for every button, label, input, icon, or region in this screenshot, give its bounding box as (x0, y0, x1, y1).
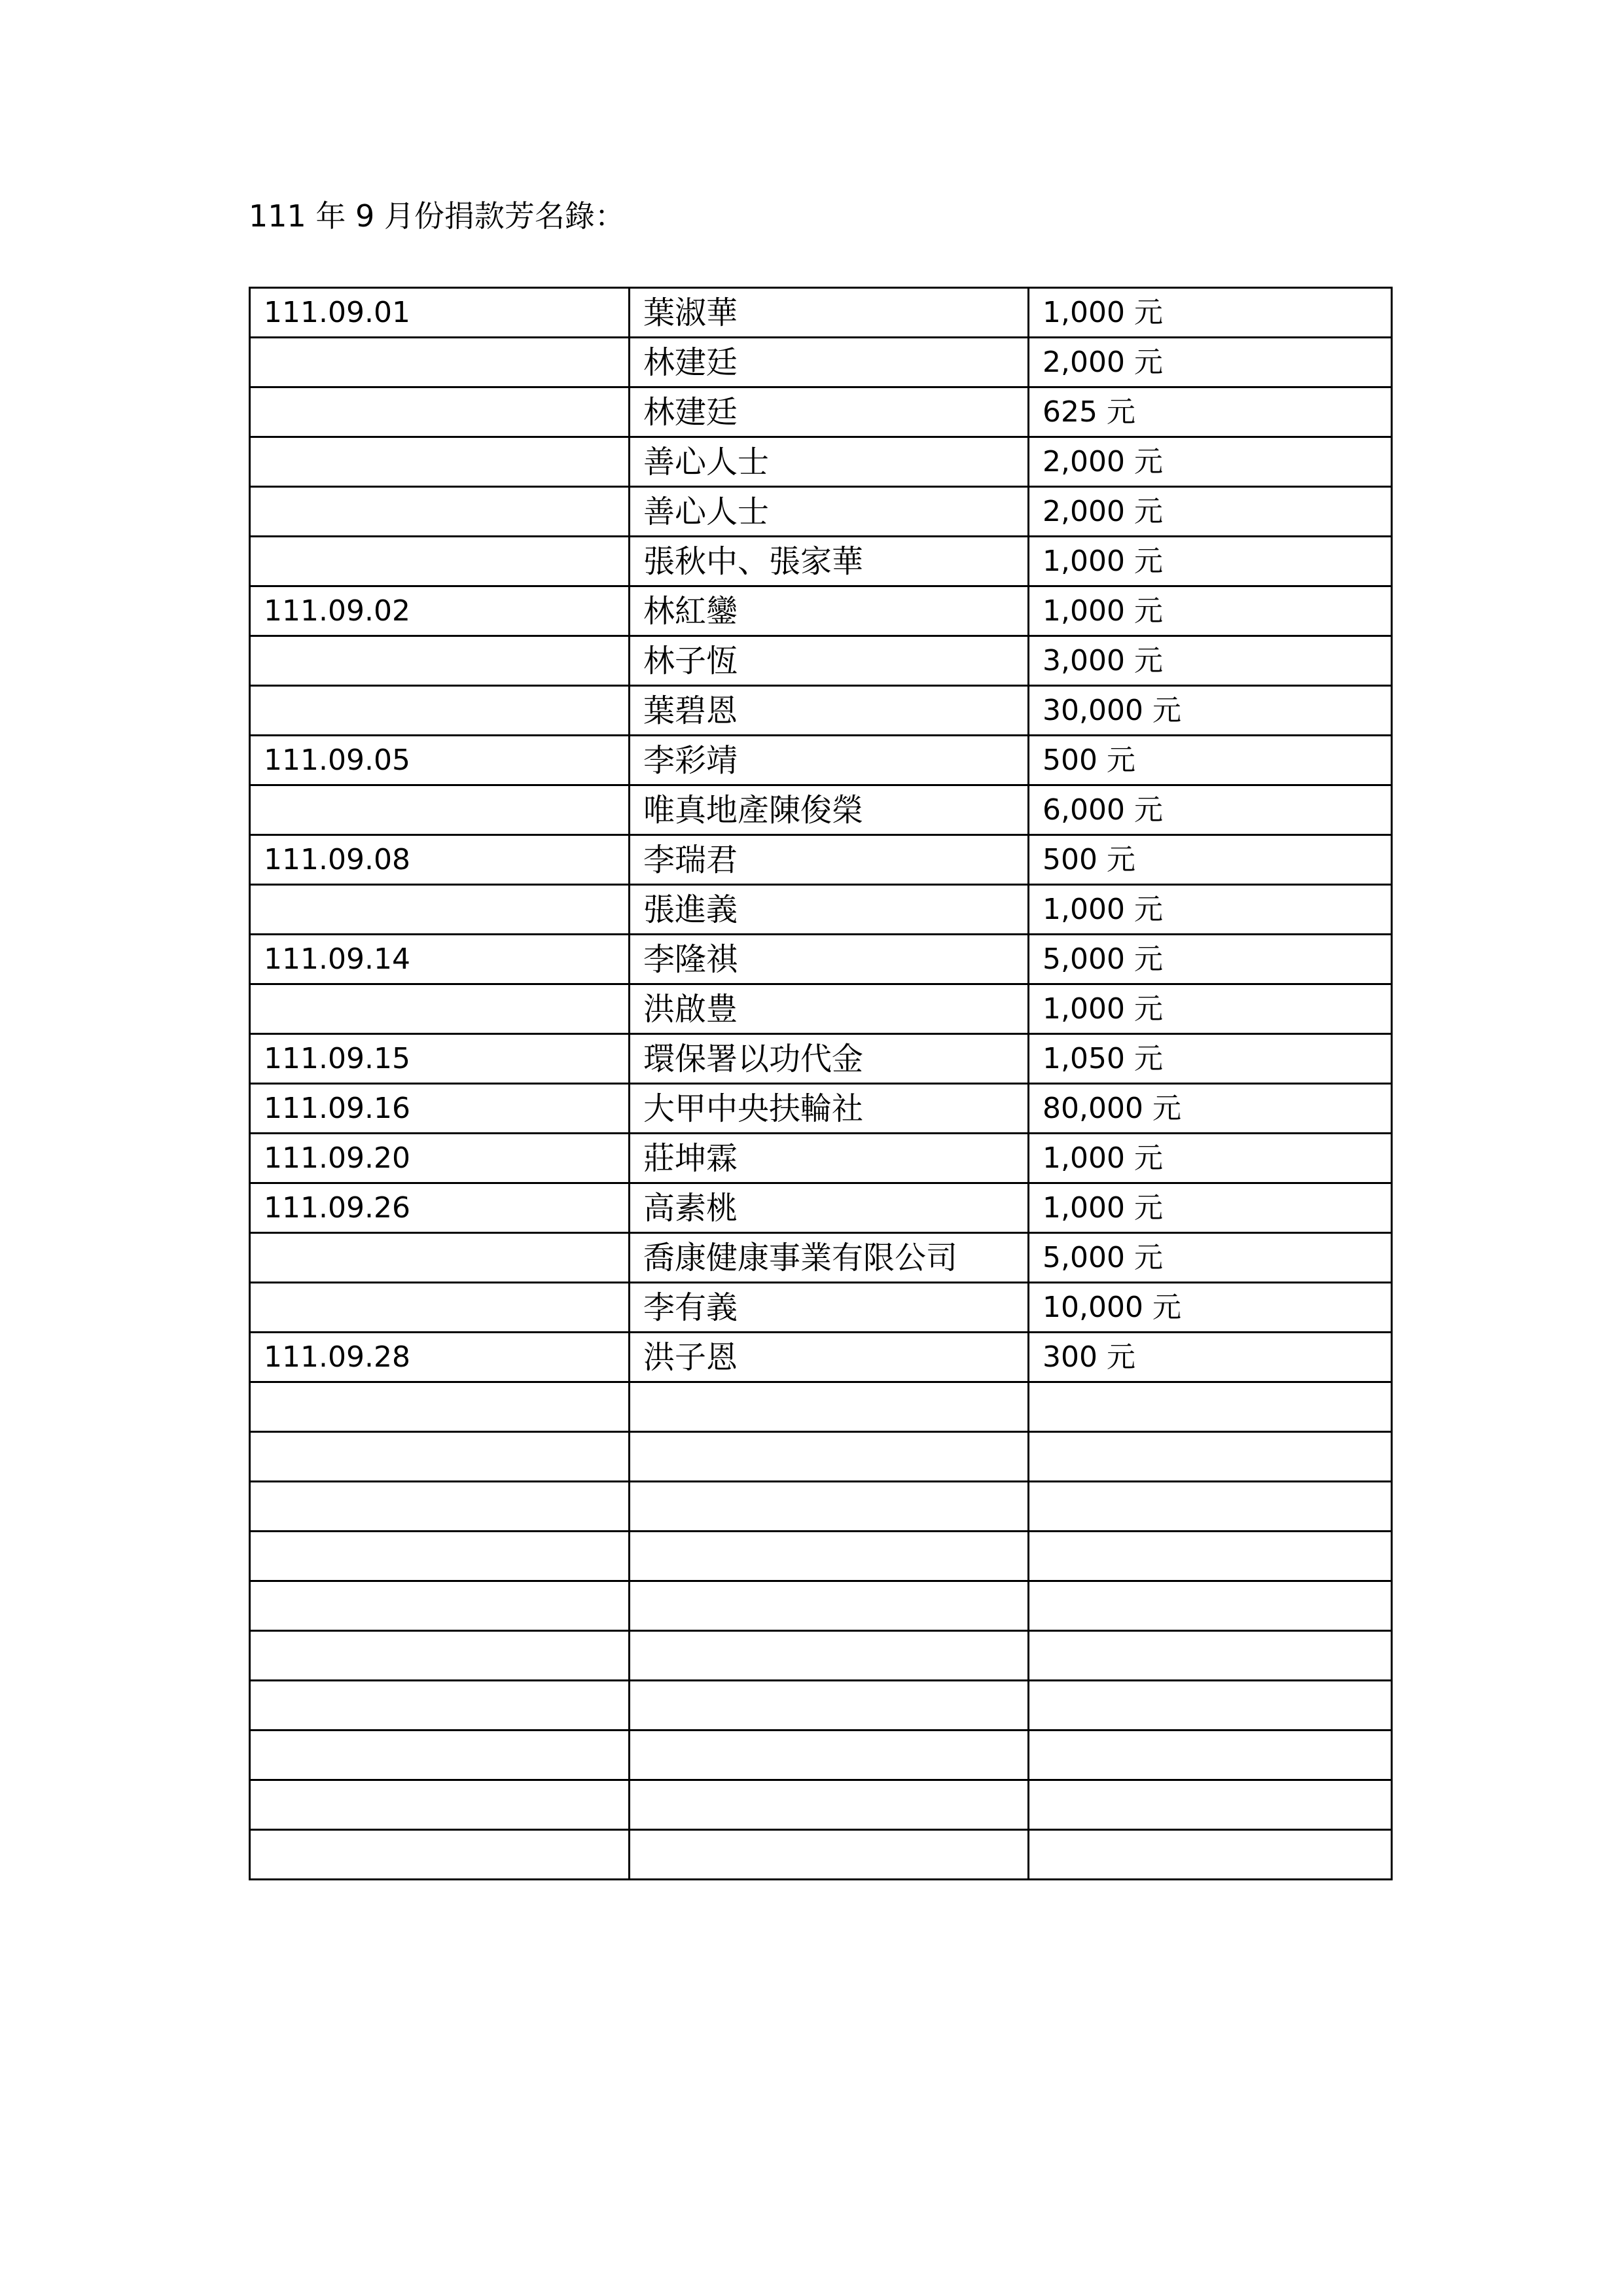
table-row (250, 686, 1392, 736)
donor-name-cell (630, 1830, 1029, 1880)
donor-name-cell: 環保署以功代金 (630, 1034, 1029, 1084)
table-row (250, 1581, 1392, 1631)
table-row (250, 1681, 1392, 1731)
table-row (250, 1731, 1392, 1780)
amount-cell: 2,000 元 (1029, 437, 1392, 487)
amount-cell (1029, 1681, 1392, 1731)
donor-name-cell (630, 1681, 1029, 1731)
amount-cell (1029, 1780, 1392, 1830)
amount-cell: 10,000 元 (1029, 1283, 1392, 1333)
table-row (250, 387, 1392, 437)
donation-table-body (250, 288, 1392, 1880)
table-row (250, 835, 1392, 885)
date-cell: 111.09.28 (250, 1333, 630, 1382)
date-cell: 111.09.14 (250, 935, 630, 984)
amount-cell: 2,000 元 (1029, 338, 1392, 387)
amount-cell: 80,000 元 (1029, 1084, 1392, 1134)
date-cell: 111.09.02 (250, 586, 630, 636)
table-row (250, 736, 1392, 785)
table-row (250, 338, 1392, 387)
donor-name-cell (630, 1780, 1029, 1830)
amount-cell (1029, 1631, 1392, 1681)
donor-name-cell (630, 1631, 1029, 1681)
donor-name-cell: 張秋中、張家華 (630, 537, 1029, 586)
date-cell (250, 1382, 630, 1432)
date-cell: 111.09.08 (250, 835, 630, 885)
date-cell: 111.09.05 (250, 736, 630, 785)
amount-cell: 3,000 元 (1029, 636, 1392, 686)
amount-cell: 1,000 元 (1029, 537, 1392, 586)
donor-name-cell: 高素桃 (630, 1183, 1029, 1233)
donor-name-cell: 李隆祺 (630, 935, 1029, 984)
date-cell (250, 1532, 630, 1581)
donor-name-cell: 洪子恩 (630, 1333, 1029, 1382)
amount-cell: 30,000 元 (1029, 686, 1392, 736)
donor-name-cell (630, 1532, 1029, 1581)
table-row (250, 288, 1392, 338)
amount-cell: 1,000 元 (1029, 288, 1392, 338)
amount-cell: 1,050 元 (1029, 1034, 1392, 1084)
amount-cell (1029, 1432, 1392, 1482)
donation-table (249, 287, 1393, 1880)
date-cell: 111.09.01 (250, 288, 630, 338)
table-row (250, 537, 1392, 586)
donor-name-cell (630, 1482, 1029, 1532)
date-cell (250, 885, 630, 935)
table-row (250, 1382, 1392, 1432)
date-cell: 111.09.15 (250, 1034, 630, 1084)
table-row (250, 1283, 1392, 1333)
date-cell (250, 1581, 630, 1631)
donor-name-cell (630, 1731, 1029, 1780)
amount-cell: 5,000 元 (1029, 1233, 1392, 1283)
donor-name-cell: 林紅鑾 (630, 586, 1029, 636)
date-cell: 111.09.16 (250, 1084, 630, 1134)
date-cell: 111.09.20 (250, 1134, 630, 1183)
table-row (250, 1134, 1392, 1183)
date-cell (250, 338, 630, 387)
donor-name-cell: 善心人士 (630, 437, 1029, 487)
donor-name-cell: 張進義 (630, 885, 1029, 935)
date-cell (250, 1681, 630, 1731)
table-row (250, 1830, 1392, 1880)
amount-cell: 6,000 元 (1029, 785, 1392, 835)
table-row (250, 1183, 1392, 1233)
amount-cell (1029, 1581, 1392, 1631)
date-cell (250, 1482, 630, 1532)
donor-name-cell: 林建廷 (630, 387, 1029, 437)
amount-cell (1029, 1532, 1392, 1581)
donor-name-cell: 洪啟豊 (630, 984, 1029, 1034)
amount-cell (1029, 1482, 1392, 1532)
table-row (250, 785, 1392, 835)
date-cell (250, 1780, 630, 1830)
donor-name-cell (630, 1382, 1029, 1432)
date-cell (250, 984, 630, 1034)
date-cell (250, 636, 630, 686)
date-cell (250, 387, 630, 437)
date-cell (250, 1432, 630, 1482)
donor-name-cell: 善心人士 (630, 487, 1029, 537)
table-row (250, 636, 1392, 686)
amount-cell: 1,000 元 (1029, 984, 1392, 1034)
date-cell (250, 1233, 630, 1283)
amount-cell: 1,000 元 (1029, 885, 1392, 935)
donor-name-cell: 李彩靖 (630, 736, 1029, 785)
donor-name-cell: 大甲中央扶輪社 (630, 1084, 1029, 1134)
donor-name-cell: 莊坤霖 (630, 1134, 1029, 1183)
donor-name-cell: 唯真地產陳俊榮 (630, 785, 1029, 835)
date-cell (250, 1731, 630, 1780)
table-row (250, 1084, 1392, 1134)
donor-name-cell (630, 1432, 1029, 1482)
date-cell (250, 1830, 630, 1880)
donor-name-cell: 李有義 (630, 1283, 1029, 1333)
table-row (250, 885, 1392, 935)
amount-cell: 5,000 元 (1029, 935, 1392, 984)
date-cell (250, 686, 630, 736)
date-cell (250, 785, 630, 835)
date-cell (250, 487, 630, 537)
table-row (250, 487, 1392, 537)
table-row (250, 1034, 1392, 1084)
table-row (250, 984, 1392, 1034)
amount-cell: 1,000 元 (1029, 586, 1392, 636)
donor-name-cell: 葉碧恩 (630, 686, 1029, 736)
donor-name-cell: 林建廷 (630, 338, 1029, 387)
amount-cell: 1,000 元 (1029, 1134, 1392, 1183)
donor-name-cell: 喬康健康事業有限公司 (630, 1233, 1029, 1283)
amount-cell: 2,000 元 (1029, 487, 1392, 537)
amount-cell: 1,000 元 (1029, 1183, 1392, 1233)
date-cell (250, 537, 630, 586)
page-title: 111 年 9 月份捐款芳名錄： (249, 198, 625, 234)
amount-cell (1029, 1830, 1392, 1880)
table-row (250, 586, 1392, 636)
donor-name-cell: 李瑞君 (630, 835, 1029, 885)
amount-cell: 500 元 (1029, 736, 1392, 785)
donor-name-cell: 葉淑華 (630, 288, 1029, 338)
table-row (250, 1432, 1392, 1482)
amount-cell (1029, 1731, 1392, 1780)
amount-cell (1029, 1382, 1392, 1432)
table-row (250, 1780, 1392, 1830)
date-cell: 111.09.26 (250, 1183, 630, 1233)
donor-name-cell (630, 1581, 1029, 1631)
table-row (250, 1631, 1392, 1681)
table-row (250, 1482, 1392, 1532)
date-cell (250, 437, 630, 487)
table-row (250, 1532, 1392, 1581)
donor-name-cell: 林子恆 (630, 636, 1029, 686)
table-row (250, 935, 1392, 984)
table-row (250, 437, 1392, 487)
amount-cell: 300 元 (1029, 1333, 1392, 1382)
date-cell (250, 1631, 630, 1681)
table-row (250, 1233, 1392, 1283)
amount-cell: 500 元 (1029, 835, 1392, 885)
date-cell (250, 1283, 630, 1333)
amount-cell: 625 元 (1029, 387, 1392, 437)
table-row (250, 1333, 1392, 1382)
